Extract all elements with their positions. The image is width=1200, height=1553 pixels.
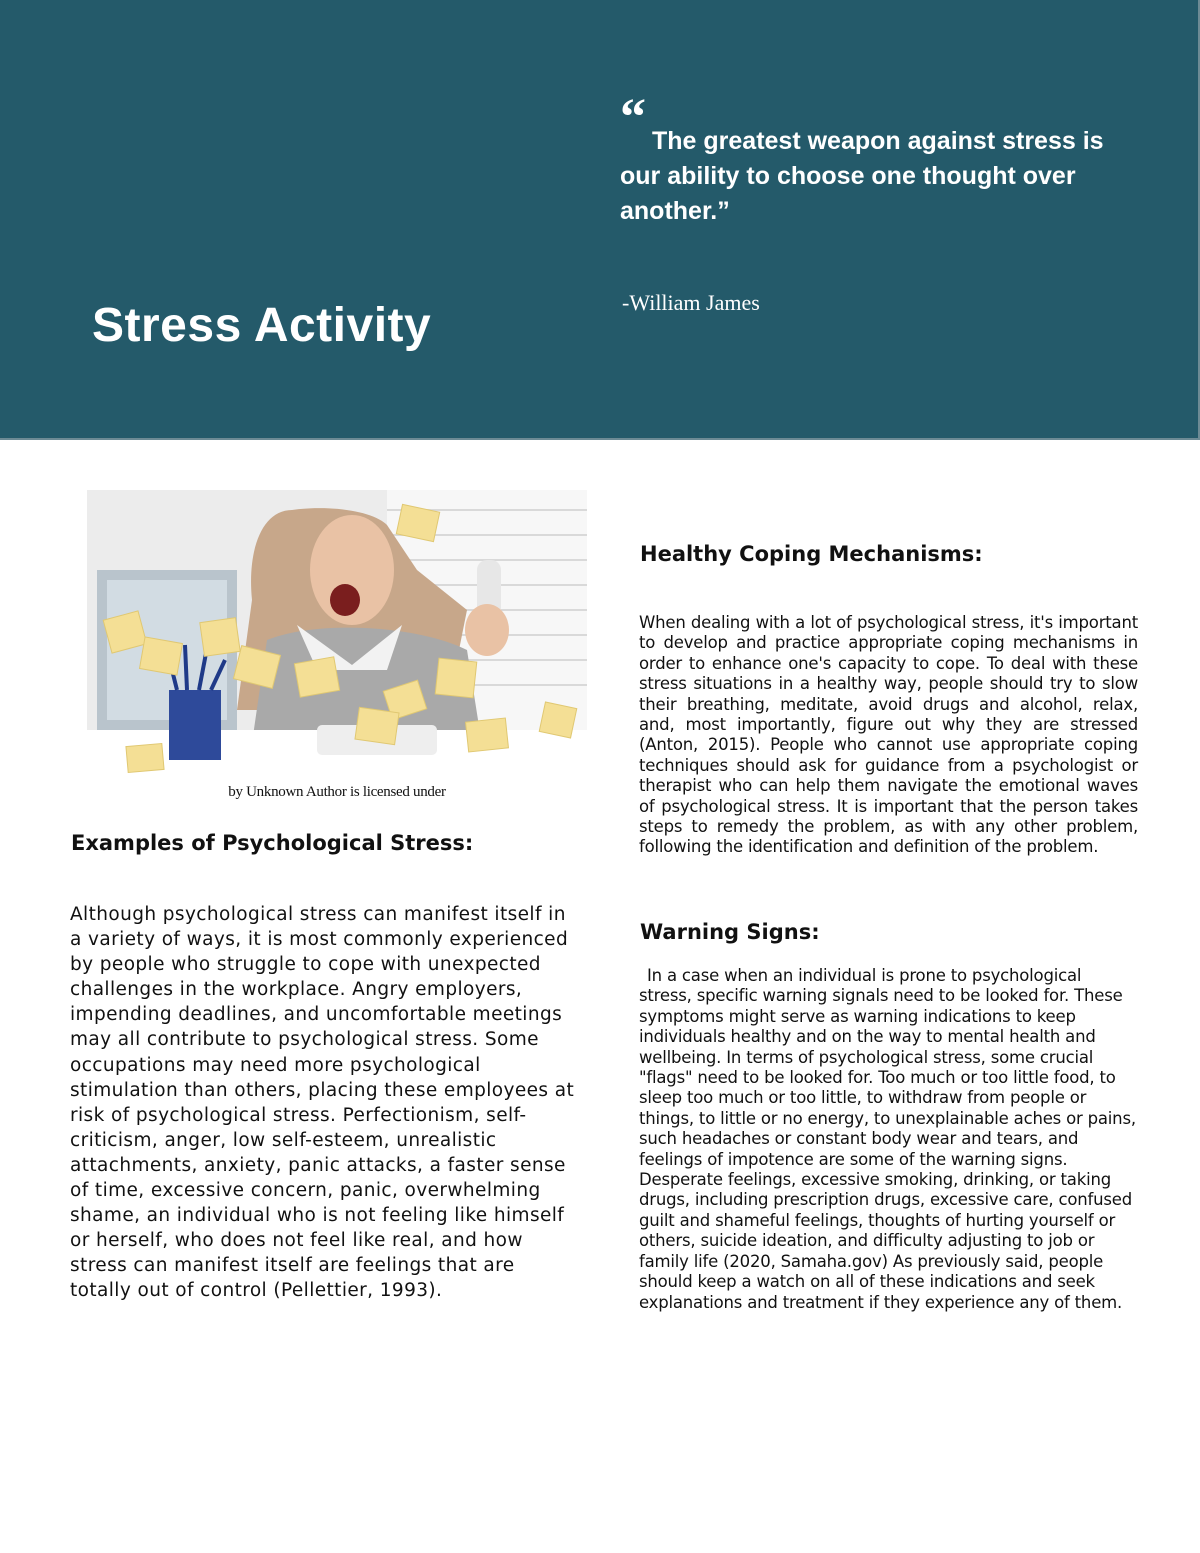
quote-line-rest: our ability to choose one thought over another.” [620, 162, 1076, 225]
warning-paragraph: In a case when an individual is prone to psychological stress, specific warning signals need to be looked for. These symptoms might serve as warning indications to keep individuals healthy and on the way to mental health and wellbeing. In terms of psychological stress, some crucial "flags" need to be looked for. Too much or too little food, to sleep too much or too little, to withdraw from people or things, to little or no energy, to unexplainable aches or pains, such headaches or constant body wear and tears, and feelings of impotence are some of the warning signs. Desperate feelings, excessive smoking, drinking, or taking drugs, including prescription drugs, excessive care, confused guilt and shameful feelings, thoughts of hurting yourself or others, suicide ideation, and difficulty adjusting to job or family life (2020, Samaha.gov) As previously said, people should keep a watch on all of these indications and seek explanations and treatment if they experience any of them. [639, 966, 1136, 1312]
image-caption: by Unknown Author is licensed under [228, 784, 446, 800]
examples-heading: Examples of Psychological Stress: [71, 831, 474, 855]
quote-author: -William James [622, 290, 760, 315]
warning-heading: Warning Signs: [640, 920, 820, 944]
examples-paragraph: Although psychological stress can manifest itself in a variety of ways, it is most commonly experienced by people who struggle to cope with unexpected challenges in the workplace. Angry employers, impending deadlines, and uncomfortable meetings may all contribute to psychological stress. Some occupations may need more psychological stimulation than others, placing these employees at risk of psychological stress. Perfectionism, self-criticism, anger, low self-esteem, unrealistic attachments, anxiety, panic attacks, a faster sense of time, excessive concern, panic, overwhelming shame, an individual who is not feeling like himself or herself, who does not feel like real, and how stress can manifest itself are feelings that are totally out of control (Pellettier, 1993). [70, 904, 575, 1302]
page-title: Stress Activity [92, 299, 432, 352]
coping-paragraph: When dealing with a lot of psychological stress, it's important to develop and practice appropriate coping mechanisms in order to enhance one's capacity to cope. To deal with these stress situations in a healthy way, people should try to slow their breathing, meditate, avoid drugs and alcohol, relax, and, most importantly, figure out why they are stressed (Anton, 2015). People who cannot use appropriate coping techniques should ask for guidance from a psychologist or therapist who can help them navigate the emotional waves of psychological stress. It is important that the person takes steps to remedy the problem, as with any other problem, following the identification and definition of the problem. [639, 613, 1138, 857]
coping-heading: Healthy Coping Mechanisms: [640, 542, 983, 566]
header-banner [0, 0, 1200, 440]
open-quote-mark: “ [620, 89, 646, 146]
quote-line-1: The greatest weapon against stress is [652, 127, 1104, 155]
quote-text [620, 124, 1165, 229]
stressed-woman-photo [87, 490, 587, 777]
